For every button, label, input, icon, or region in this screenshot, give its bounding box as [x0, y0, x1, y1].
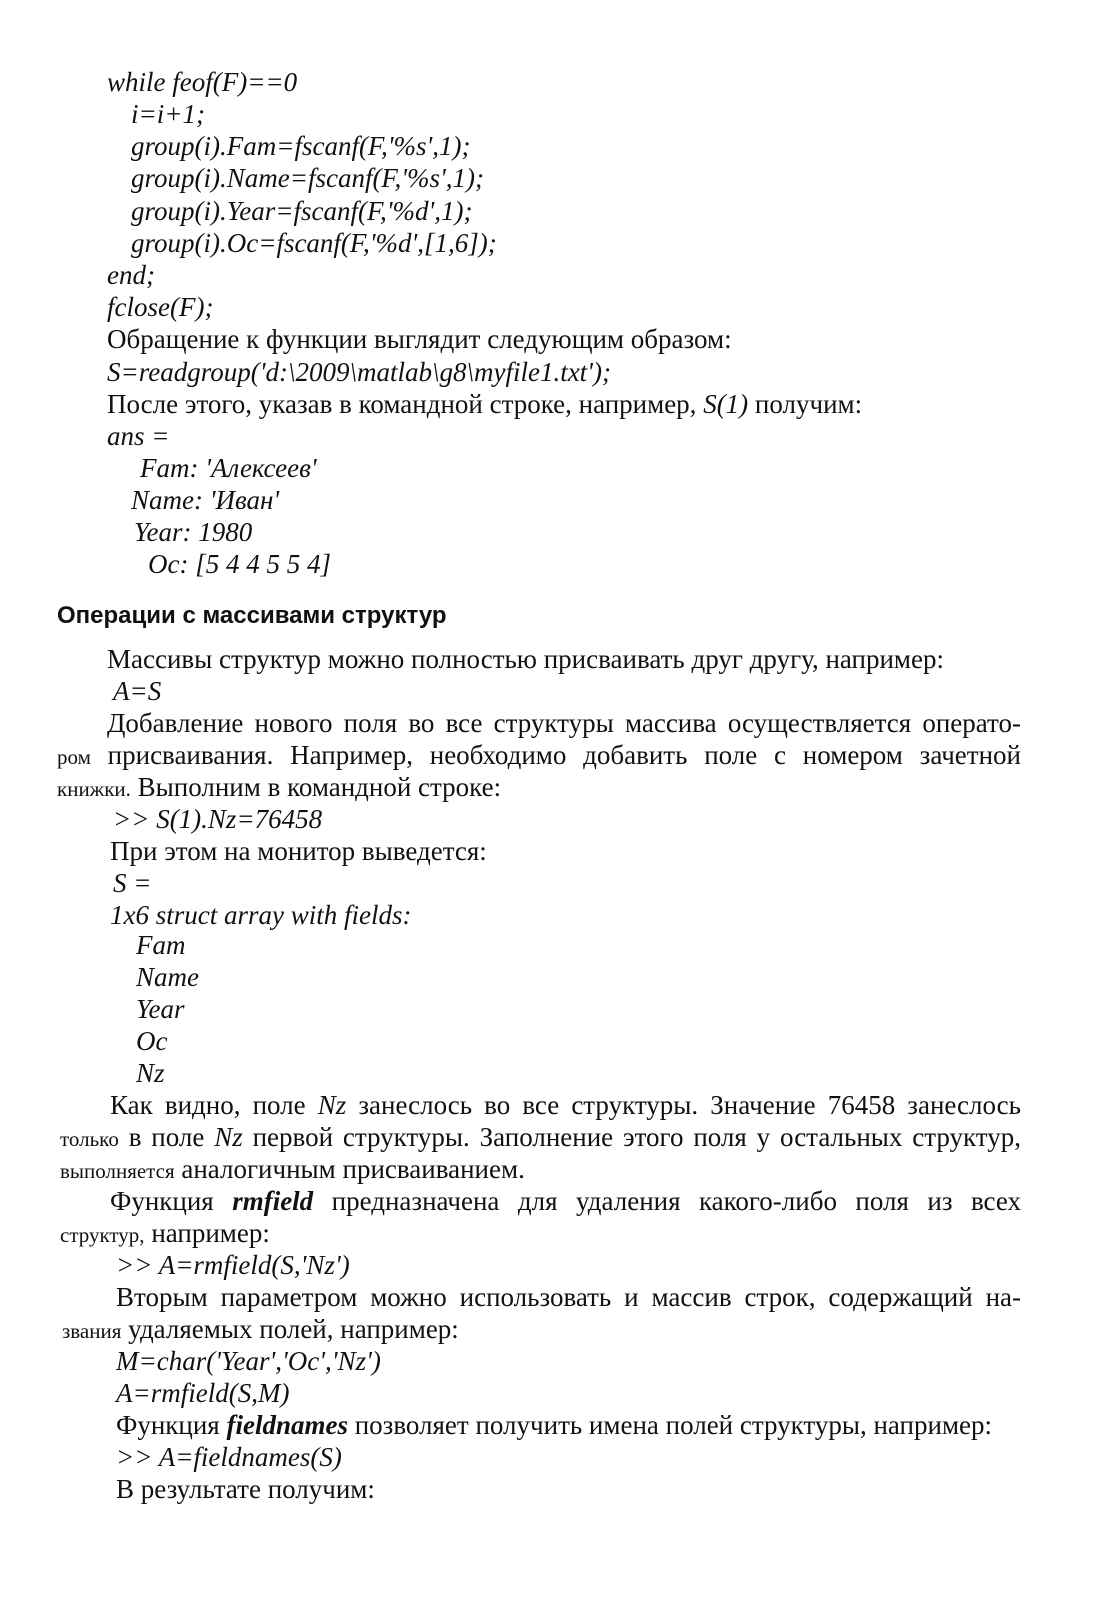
- second-l2-a: звания: [62, 1319, 122, 1343]
- nz-line-2: [60, 1121, 1021, 1155]
- struct-field-year: Year: [136, 994, 185, 1024]
- fieldnames-b: fieldnames: [226, 1410, 348, 1440]
- code-line-increment: i=i+1;: [131, 99, 205, 129]
- code-line-while: while feof(F)==0: [107, 67, 298, 97]
- fieldnames-line: [116, 1409, 992, 1441]
- add-field-l3-a: книжки.: [57, 777, 131, 801]
- second-l2-b: удаляемых полей, например:: [121, 1314, 459, 1344]
- struct-field-nz: Nz: [136, 1058, 165, 1088]
- second-line-2: [62, 1313, 459, 1347]
- nz-line-3: [60, 1153, 525, 1187]
- struct-field-fam: Fam: [136, 930, 186, 960]
- nz-l1-b: Nz: [317, 1090, 347, 1120]
- rmfield-line-2: [60, 1217, 270, 1251]
- nz-l2-b: в поле: [118, 1122, 215, 1152]
- after-call-paragraph: [107, 388, 862, 420]
- ans-oc: Oc: [5 4 4 5 5 4]: [148, 549, 331, 579]
- ans-year: Year: 1980: [134, 517, 253, 547]
- add-field-l2-a: ром: [57, 745, 91, 769]
- add-field-output-text: При этом на монитор выведется:: [110, 836, 487, 866]
- struct-field-name: Name: [136, 962, 199, 992]
- add-field-line-3: [57, 771, 501, 805]
- code-line-fam: group(i).Fam=fscanf(F,'%s',1);: [131, 131, 471, 161]
- nz-line-1: [110, 1089, 1021, 1121]
- code-line-year: group(i).Year=fscanf(F,'%d',1);: [131, 196, 473, 226]
- nz-l1-a: Как видно, поле: [110, 1090, 318, 1120]
- add-field-line-1: Добавление нового поля во все структуры массива осуществляется операто-: [107, 708, 1021, 738]
- call-description: Обращение к функции выглядит следующим образом:: [107, 324, 732, 354]
- fieldnames-command: >> A=fieldnames(S): [116, 1442, 342, 1472]
- assign-paragraph: Массивы структур можно полностью присваивать друг другу, например:: [107, 644, 944, 674]
- add-field-line-2: [57, 739, 1021, 773]
- rmfield-l1-a: Функция: [110, 1186, 233, 1216]
- struct-output-desc: 1x6 struct array with fields:: [110, 900, 412, 930]
- rmfield-l2-a: структур,: [60, 1223, 145, 1247]
- rmfield-command: >> A=rmfield(S,'Nz'): [116, 1250, 350, 1280]
- after-text-1: После этого, указав в командной строке, например,: [107, 389, 704, 419]
- code-line-end: end;: [107, 260, 155, 290]
- ans-head: ans =: [107, 421, 170, 451]
- nz-l2-c: Nz: [214, 1122, 243, 1152]
- add-field-command: >> S(1).Nz=76458: [113, 804, 323, 834]
- after-text-2: получим:: [748, 389, 863, 419]
- struct-field-oc: Oc: [136, 1026, 168, 1056]
- rmfield-l1-c: предназначена для удаления какого-либо поля из всех: [313, 1186, 1021, 1216]
- rmfield-l2-b: например:: [144, 1218, 270, 1248]
- after-code: S(1): [703, 389, 749, 419]
- rmfield-line-1: [110, 1185, 1021, 1217]
- rmfield-l1-b: rmfield: [232, 1186, 314, 1216]
- nz-l3-b: аналогичным присваиванием.: [174, 1154, 525, 1184]
- assign-code: A=S: [113, 676, 162, 706]
- section-heading: Операции с массивами структур: [57, 602, 447, 629]
- add-field-l2-b: присваивания. Например, необходимо добавить поле с номером зачетной: [90, 740, 1021, 770]
- nz-l1-c: занеслось во все структуры. Значение 76458 занеслось: [346, 1090, 1021, 1120]
- fieldnames-c: позволяет получить имена полей структуры, например:: [347, 1410, 993, 1440]
- fieldnames-a: Функция: [116, 1410, 227, 1440]
- ans-name: Name: 'Иван': [131, 485, 280, 515]
- code-line-name: group(i).Name=fscanf(F,'%s',1);: [131, 163, 484, 193]
- second-code-1: M=char('Year','Oc','Nz'): [116, 1346, 381, 1376]
- nz-l3-a: выполняется: [60, 1159, 175, 1183]
- second-line-1: Вторым параметром можно использовать и массив строк, содержащий на-: [116, 1282, 1021, 1312]
- code-line-oc: group(i).Oc=fscanf(F,'%d',[1,6]);: [131, 228, 497, 258]
- nz-l2-d: первой структуры. Заполнение этого поля у остальных структур,: [242, 1122, 1021, 1152]
- call-code: S=readgroup('d:\2009\matlab\g8\myfile1.txt');: [107, 357, 611, 387]
- code-line-fclose: fclose(F);: [107, 292, 214, 322]
- nz-l2-a: только: [60, 1127, 119, 1151]
- second-code-2: A=rmfield(S,M): [116, 1378, 290, 1408]
- add-field-l3-b: Выполним в командной строке:: [130, 772, 502, 802]
- ans-fam: Fam: 'Алексеев': [140, 453, 317, 483]
- fieldnames-result-text: В результате получим:: [116, 1474, 375, 1504]
- struct-output-head: S =: [113, 868, 152, 898]
